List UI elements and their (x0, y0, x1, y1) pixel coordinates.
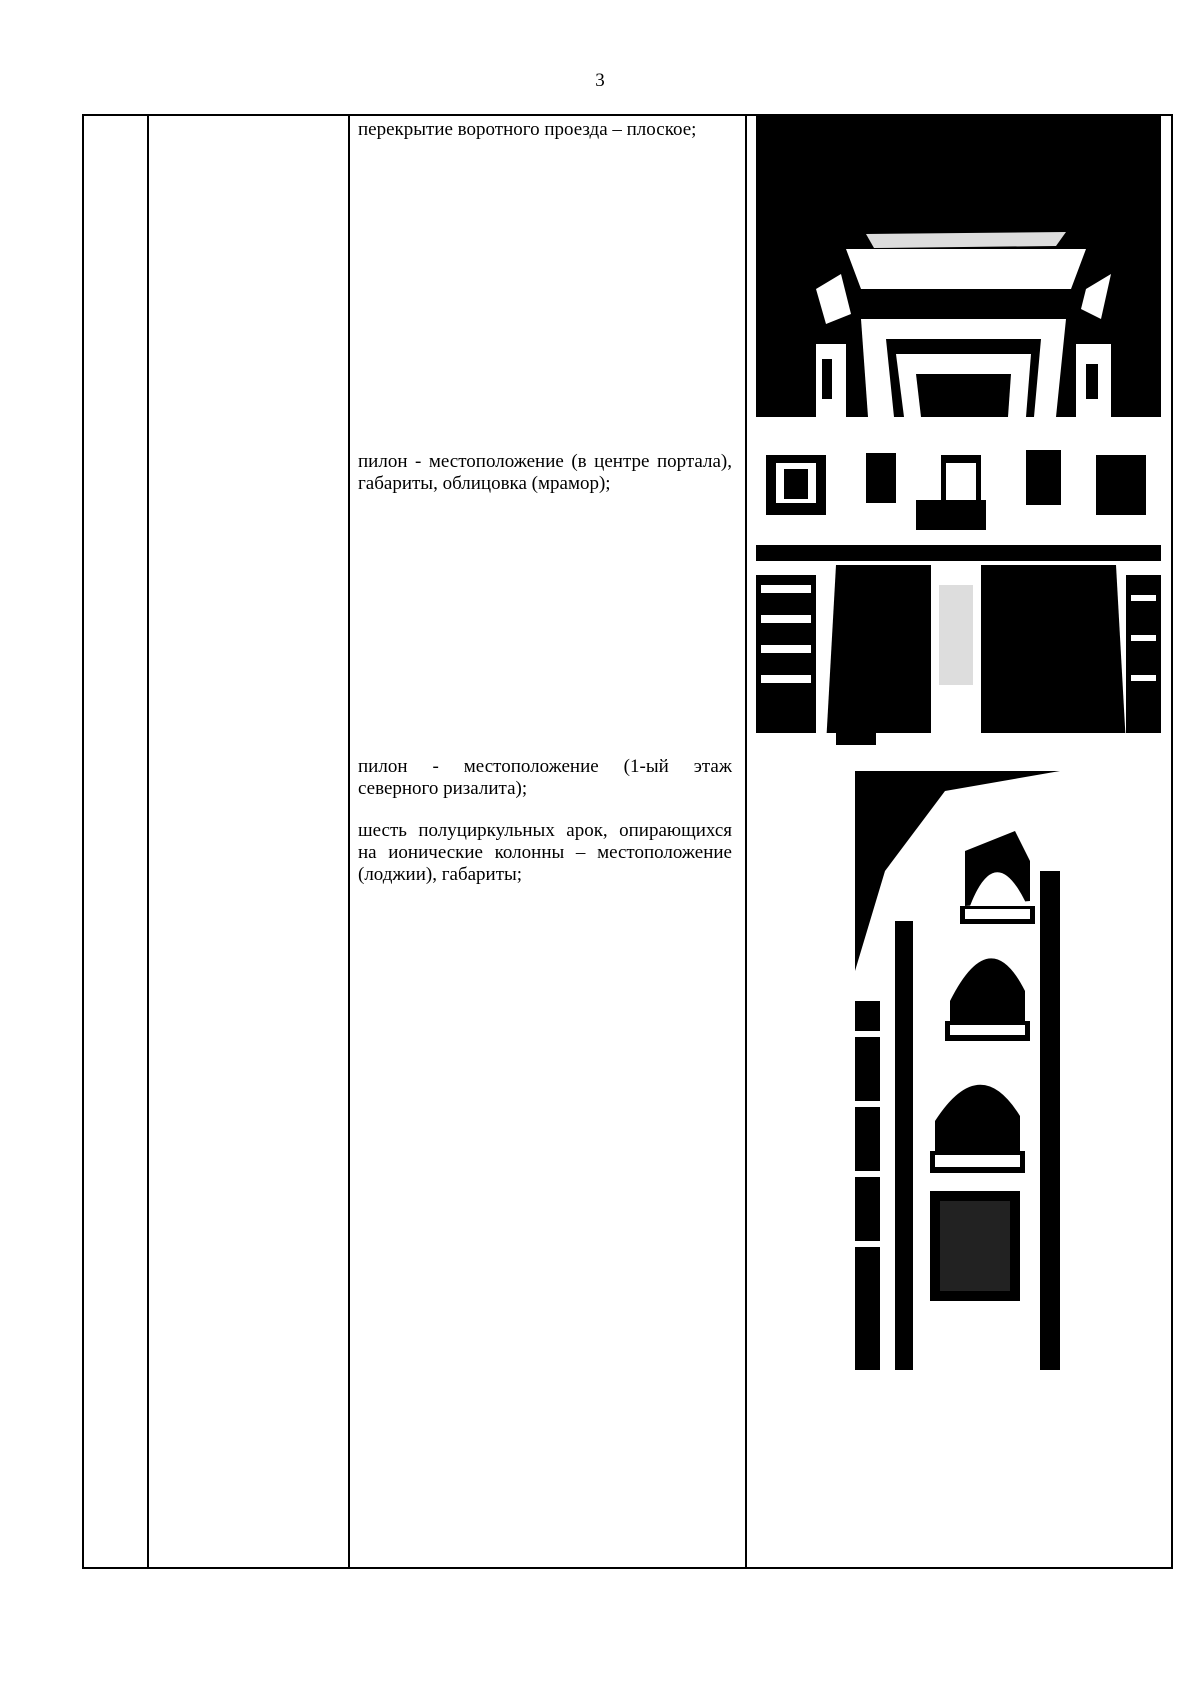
loggia-arches-photo (855, 771, 1060, 1370)
row-1-paragraph-1: перекрытие воротного проезда – плоское; (358, 119, 697, 140)
column-divider-3 (745, 116, 747, 1567)
archway-ceiling-photo (756, 114, 1161, 417)
page-number: 3 (595, 70, 605, 91)
row-3-description (358, 756, 732, 886)
row-3-paragraph-1: пилон - местоположение (1-ый этаж северного ризалита); (358, 756, 732, 799)
row-1-description (358, 119, 732, 141)
column-divider-1 (147, 116, 149, 1567)
column-divider-2 (348, 116, 350, 1567)
row-2-description (358, 451, 732, 495)
row-2-paragraph-1: пилон - местоположение (в центре портала), габариты, облицовка (мрамор); (358, 451, 732, 494)
row-3-paragraph-2: шесть полуциркульных арок, опирающихся на ионические колонны – местоположение (лоджии), габариты; (358, 820, 732, 885)
portal-pylon-photo (756, 445, 1161, 745)
